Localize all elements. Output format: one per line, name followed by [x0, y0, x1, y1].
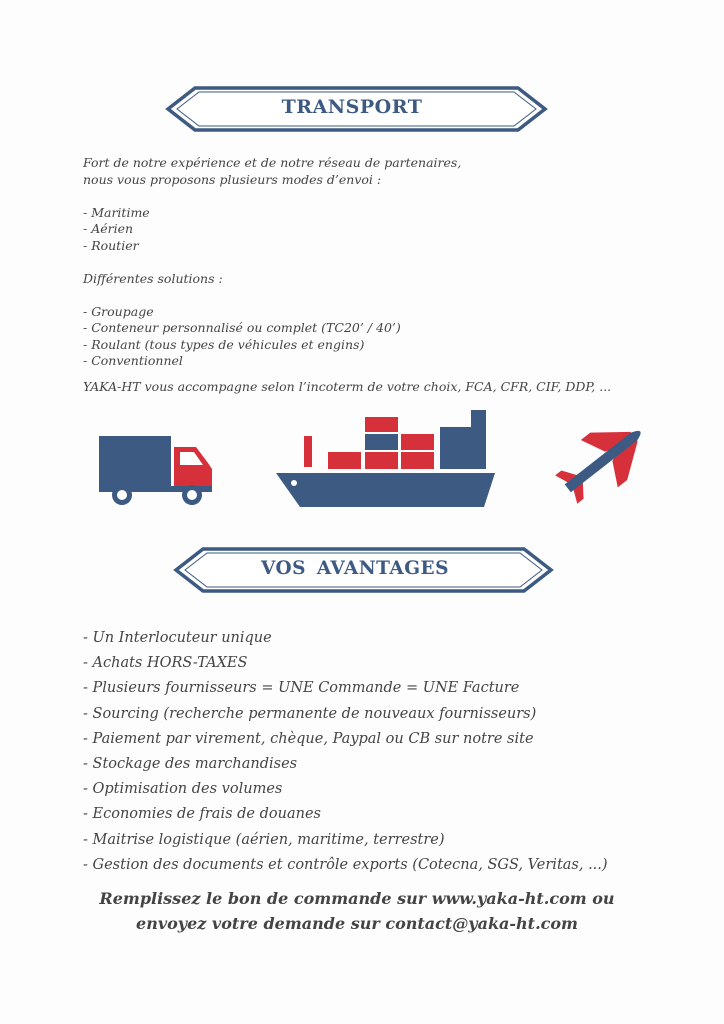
advantage-item: - Sourcing (recherche permanente de nouveaux fournisseurs) [83, 705, 537, 722]
solution-item: - Conventionnel [83, 353, 183, 368]
footer-line: Remplissez le bon de commande sur www.yaka-ht.com ou [99, 889, 615, 908]
solutions-heading: Différentes solutions : [83, 270, 223, 286]
footer-line: envoyez votre demande sur contact@yaka-ht.com [136, 914, 578, 933]
solution-item: - Groupage [83, 303, 154, 319]
mode-item: - Aérien [83, 221, 134, 236]
advantage-item: - Maitrise logistique (aérien, maritime, terrestre) [83, 831, 445, 848]
mode-item: - Routier [83, 237, 139, 253]
advantage-item: - Gestion des documents et contrôle exports (Cotecna, SGS, Veritas, ...) [83, 856, 608, 873]
advantage-item: - Optimisation des volumes [83, 781, 283, 798]
solution-item: - Conteneur personnalisé ou complet (TC20’ / 40’) [83, 320, 401, 335]
solution-item: - Roulant (tous types de véhicules et engins) [83, 336, 365, 352]
advantages-title: VOS AVANTAGES [260, 558, 449, 579]
advantage-item: - Paiement par virement, chèque, Paypal ou CB sur notre site [83, 730, 534, 747]
advantage-item: - Stockage des marchandises [83, 756, 298, 773]
advantage-item: - Plusieurs fournisseurs = UNE Commande = UNE Facture [83, 680, 520, 697]
transport-intro [83, 155, 683, 395]
transport-icons [0, 405, 724, 515]
advantage-item: - Un Interlocuteur unique [83, 630, 272, 646]
advantage-item: - Economies de frais de douanes [83, 806, 321, 823]
intro-line: Fort de notre expérience et de notre réseau de partenaires, [83, 155, 462, 170]
transport-title: TRANSPORT [281, 96, 423, 118]
incoterm-line: YAKA-HT vous accompagne selon l’incoterm de votre choix, FCA, CFR, CIF, DDP, ... [83, 378, 612, 394]
advantage-item: - Achats HORS-TAXES [83, 655, 248, 672]
advantages-banner [0, 547, 724, 595]
advantages-list [83, 626, 703, 878]
airplane-icon [548, 408, 659, 513]
cargo-ship-icon [276, 410, 495, 507]
footer-cta [0, 886, 714, 936]
transport-banner [0, 86, 724, 134]
intro-line: nous vous proposons plusieurs modes d’envoi : [83, 171, 382, 187]
mode-item: - Maritime [83, 204, 150, 220]
truck-icon [99, 436, 212, 505]
